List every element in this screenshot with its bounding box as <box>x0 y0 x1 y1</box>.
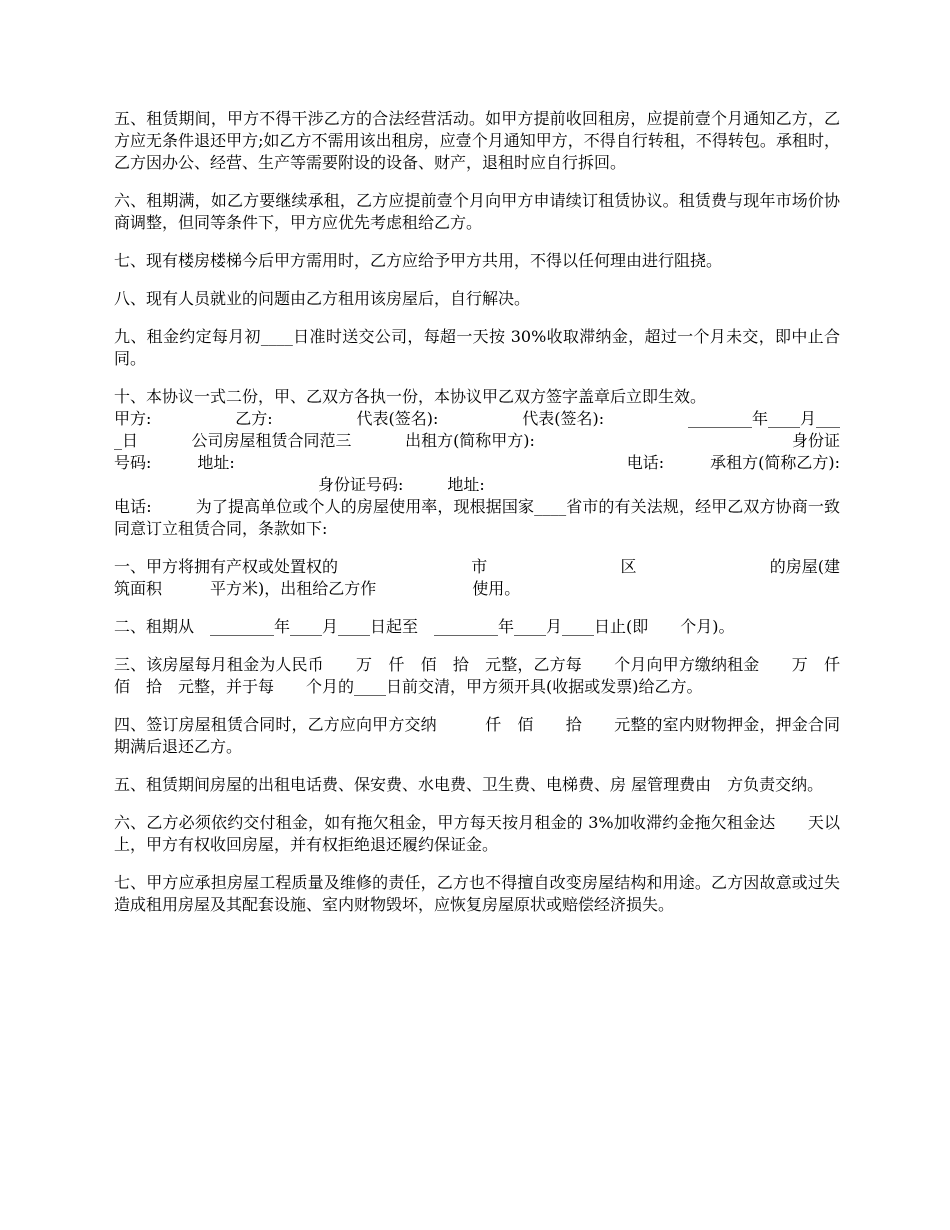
party-b-label: 乙方: <box>235 409 273 428</box>
date-blank: ________年____月___ <box>687 409 840 428</box>
clause-b1-line1 <box>114 556 840 578</box>
address-label: 地址: <box>197 453 235 472</box>
id-number-label: 身份证号码: <box>318 475 404 494</box>
day-blank: _日 <box>114 431 139 450</box>
address-label-2: 地址: <box>447 475 485 494</box>
id-label-2: 号码: <box>114 453 152 472</box>
rep-sign-2: 代表(签名): <box>522 409 605 428</box>
clause-b4: 四、签订房屋租赁合同时，乙方应向甲方交纳 仟 佰 拾 元整的室内财物押金，押金合同期满后退还乙方。 <box>114 715 840 756</box>
phone-label: 电话: <box>626 453 665 472</box>
lessor-label: 出租方(简称甲方): <box>405 431 535 450</box>
intro-paragraph <box>114 496 840 540</box>
rep-sign-1: 代表(签名): <box>356 409 439 428</box>
clause-b1-city: 市 <box>471 557 488 576</box>
contract-document <box>114 108 857 916</box>
title-row <box>114 430 840 452</box>
lessee-label: 承租方(简称乙方): <box>710 453 840 472</box>
party-a-label: 甲方: <box>114 409 152 428</box>
contract-title: 公司房屋租赁合同范三 <box>191 431 352 450</box>
id-label: 身份证 <box>791 431 840 450</box>
clause-6: 六、租期满，如乙方要继续承租，乙方应提前壹个月向甲方申请续订租赁协议。租赁费与现年市场价协商调整，但同等条件下，甲方应优先考虑租给乙方。 <box>114 191 840 232</box>
intro-text: 为了提高单位或个人的房屋使用率，现根据国家____省市的有关法规，经甲乙双方协商一致同意订立租赁合同，条款如下: <box>114 497 840 538</box>
clause-b6: 六、乙方必须依约交付租金，如有拖欠租金，甲方每天按月租金的 3%加收滞约金拖欠租金达 天以上，甲方有权收回房屋，并有权拒绝退还履约保证金。 <box>114 813 840 854</box>
clause-7: 七、现有楼房楼梯今后甲方需用时，乙方应给予甲方共用，不得以任何理由进行阻挠。 <box>114 251 723 270</box>
phone-label-2: 电话: <box>114 497 152 516</box>
clause-5: 五、租赁期间，甲方不得干涉乙方的合法经营活动。如甲方提前收回租房，应提前壹个月通知乙方，乙方应无条件退还甲方;如乙方不需用该出租房，应壹个月通知甲方，不得自行转租，不得转包。承租时，乙方因办公、经营、生产等需要附设的设备、财产，退租时应自行拆回。 <box>114 109 840 172</box>
lessee-info-row <box>114 474 840 496</box>
clause-b1-line2: 筑面积 平方米)，出租给乙方作 使用。 <box>114 579 521 598</box>
lessor-info-row <box>114 452 840 474</box>
clause-b1-district: 区 <box>620 557 637 576</box>
clause-9: 九、租金约定每月初____日准时送交公司，每超一天按 30%收取滞纳金，超过一个月未交，即中止合同。 <box>114 327 840 368</box>
clause-b2: 二、租期从 ________年____月____日起至 ________年____月____日止(即 个月)。 <box>114 617 735 636</box>
clause-b3: 三、该房屋每月租金为人民币 万 仟 佰 拾 元整，乙方每 个月向甲方缴纳租金 万 仟 佰 拾 元整，并于每 个月的____日前交清，甲方须开具(收据或发票)给乙方。 <box>114 655 857 696</box>
clause-b5: 五、租赁期间房屋的出租电话费、保安费、水电费、卫生费、电梯费、房 屋管理费由 方负责交纳。 <box>114 775 824 794</box>
clause-10: 十、本协议一式二份，甲、乙双方各执一份，本协议甲乙双方签字盖章后立即生效。 <box>114 387 707 406</box>
clause-b7: 七、甲方应承担房屋工程质量及维修的责任，乙方也不得擅自改变房屋结构和用途。乙方因故意或过失造成租用房屋及其配套设施、室内财物毁坏，应恢复房屋原状或赔偿经济损失。 <box>114 873 840 914</box>
clause-b1-end: 的房屋(建 <box>769 557 840 576</box>
clause-b1-start: 一、甲方将拥有产权或处置权的 <box>114 557 339 576</box>
clause-8: 八、现有人员就业的问题由乙方租用该房屋后，自行解决。 <box>114 289 531 308</box>
signature-row <box>114 408 840 430</box>
